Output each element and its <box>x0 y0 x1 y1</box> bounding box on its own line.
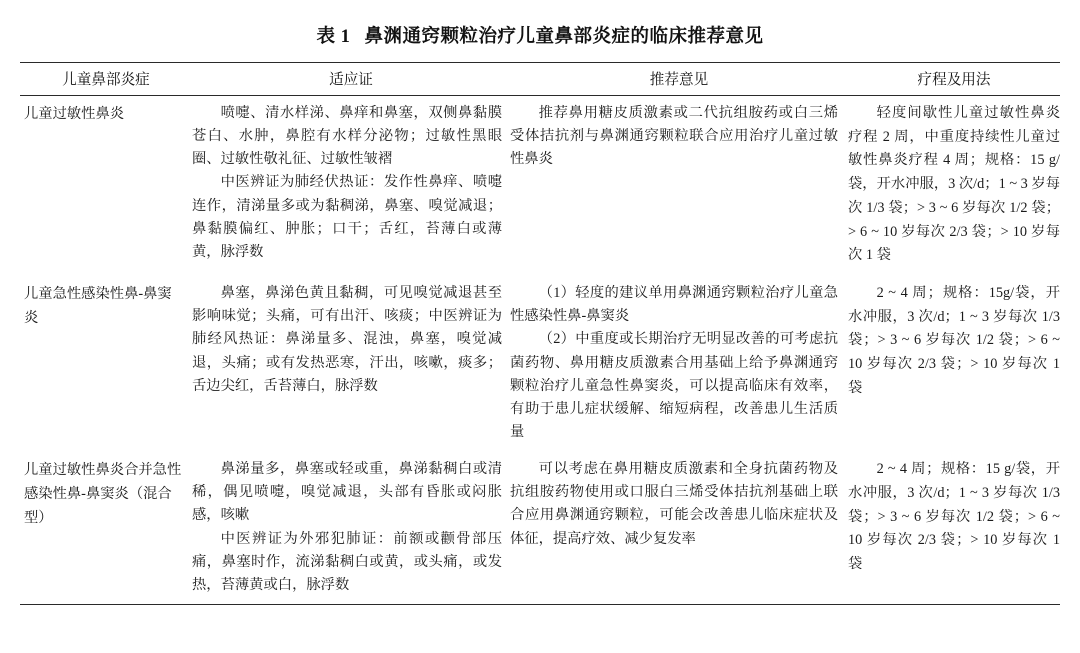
indication-paragraph: 喷嚏、清水样涕、鼻痒和鼻塞，双侧鼻黏膜苍白、水肿，鼻腔有水样分泌物；过敏性黑眼圈、过敏性敬礼征、过敏性皱褶 <box>192 105 502 168</box>
table-row <box>20 452 1060 604</box>
cell-indication <box>192 452 510 604</box>
cell-indication <box>192 96 510 277</box>
recommendation-paragraph: 可以考虑在鼻用糖皮质激素和全身抗菌药物及抗组胺药物使用或口服白三烯受体拮抗剂基础上联合应用鼻渊通窍颗粒，可能会改善患儿临床症状及体征，提高疗效、减少复发率 <box>510 461 838 547</box>
recommendation-table <box>20 62 1060 605</box>
condition-name: 儿童急性感染性鼻-鼻窦炎 <box>24 286 172 327</box>
cell-indication <box>192 276 510 452</box>
condition-name: 儿童过敏性鼻炎合并急性感染性鼻-鼻窦炎（混合型） <box>24 462 182 527</box>
cell-condition <box>20 276 192 452</box>
course-paragraph: 2 ~ 4 周；规格：15 g/袋，开水冲服，3 次/d；1 ~ 3 岁每次 1/3 袋；> 3 ~ 6 岁每次 1/2 袋；> 6 ~ 10 岁每次 2/3 袋；> 10 岁每次 1 袋 <box>848 461 1060 572</box>
column-header-indication: 适应证 <box>192 63 510 96</box>
table-body <box>20 96 1060 605</box>
cell-course <box>848 452 1060 604</box>
column-header-condition: 儿童鼻部炎症 <box>20 63 192 96</box>
column-header-course: 疗程及用法 <box>848 63 1060 96</box>
recommendation-paragraph: （2）中重度或长期治疗无明显改善的可考虑抗菌药物、鼻用糖皮质激素合用基础上给予鼻渊通窍颗粒治疗儿童急性鼻窦炎，可以提高临床有效率，有助于患儿症状缓解、缩短病程，改善患儿生活质量 <box>510 331 838 440</box>
column-header-recommendation: 推荐意见 <box>510 63 848 96</box>
condition-name: 儿童过敏性鼻炎 <box>24 106 125 122</box>
indication-paragraph: 鼻塞，鼻涕色黄且黏稠，可见嗅觉减退甚至影响味觉；头痛，可有出汗、咳痰；中医辨证为肺经风热证：鼻涕量多、混浊，鼻塞，嗅觉减退，头痛；或有发热恶寒，汗出，咳嗽，痰多；舌边尖红，舌苔薄白，脉浮数 <box>192 285 502 394</box>
indication-paragraph: 鼻涕量多，鼻塞或轻或重，鼻涕黏稠白或清稀，偶见喷嚏，嗅觉减退，头部有昏胀或闷胀感，咳嗽 <box>192 461 502 524</box>
indication-paragraph: 中医辨证为外邪犯肺证：前额或颧骨部压痛，鼻塞时作，流涕黏稠白或黄，或头痛，或发热，苔薄黄或白，脉浮数 <box>192 530 502 593</box>
course-paragraph: 2 ~ 4 周；规格：15g/袋，开水冲服，3 次/d；1 ~ 3 岁每次 1/3 袋；> 3 ~ 6 岁每次 1/2 袋；> 6 ~ 10 岁每次 2/3 袋；> 10 岁每次 1 袋 <box>848 285 1060 396</box>
course-paragraph: 轻度间歇性儿童过敏性鼻炎疗程 2 周，中重度持续性儿童过敏性鼻炎疗程 4 周；规格：15 g/袋，开水冲服，3 次/d；1 ~ 3 岁每次 1/3 袋；> 3 ~ 6 岁每次 1/2 袋；> 6 ~ 10 岁每次 2/3 袋；> 10 岁每次 1 袋 <box>848 105 1060 264</box>
table-row <box>20 276 1060 452</box>
cell-recommendation <box>510 276 848 452</box>
cell-recommendation <box>510 96 848 277</box>
cell-recommendation <box>510 452 848 604</box>
table-title <box>20 0 1060 62</box>
indication-paragraph: 中医辨证为肺经伏热证：发作性鼻痒、喷嚏连作，清涕量多或为黏稠涕，鼻塞、嗅觉减退；鼻黏膜偏红、肿胀；口干；舌红，苔薄白或薄黄，脉浮数 <box>192 174 502 260</box>
recommendation-paragraph: （1）轻度的建议单用鼻渊通窍颗粒治疗儿童急性感染性鼻-鼻窦炎 <box>510 285 838 325</box>
cell-course <box>848 276 1060 452</box>
table-caption-text: 鼻渊通窍颗粒治疗儿童鼻部炎症的临床推荐意见 <box>364 27 764 47</box>
cell-course <box>848 96 1060 277</box>
header-row <box>20 63 1060 96</box>
table-row <box>20 96 1060 277</box>
cell-condition <box>20 452 192 604</box>
table-header <box>20 63 1060 96</box>
recommendation-paragraph: 推荐鼻用糖皮质激素或二代抗组胺药或白三烯受体拮抗剂与鼻渊通窍颗粒联合应用治疗儿童过敏性鼻炎 <box>510 105 838 168</box>
table-number: 表 1 <box>316 27 351 47</box>
cell-condition <box>20 96 192 277</box>
